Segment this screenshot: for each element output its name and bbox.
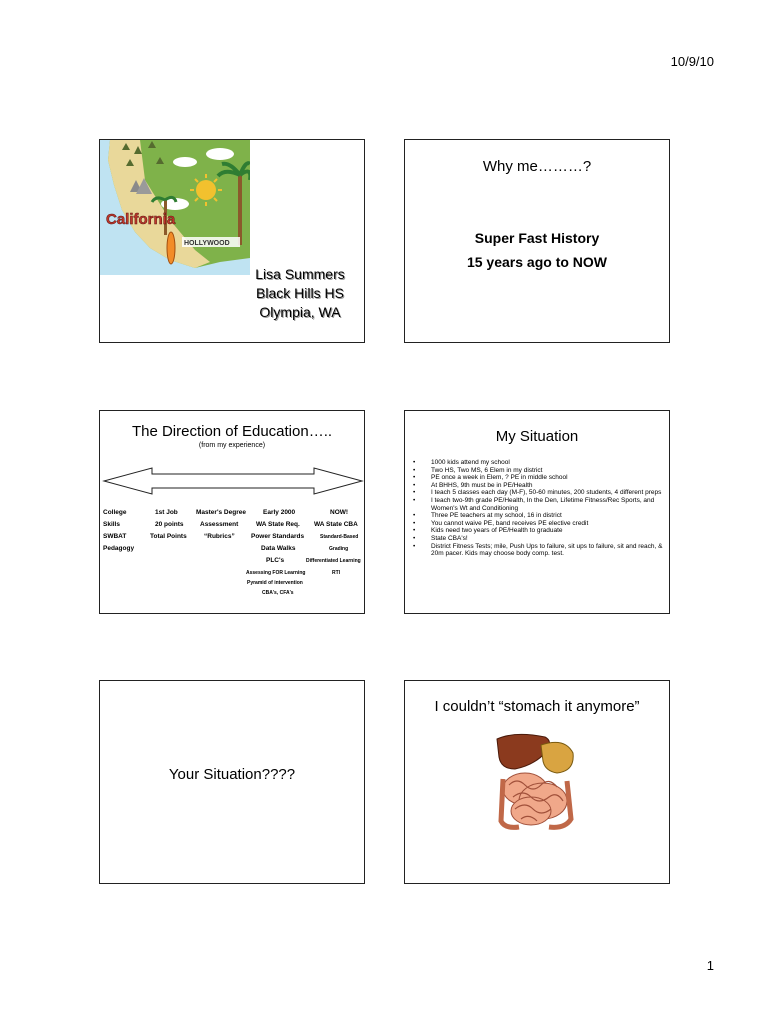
cell: Power Standards — [251, 533, 305, 540]
list-item: • Kids need two years of PE/Health to graduate — [413, 527, 563, 535]
cell: PLC's — [266, 557, 285, 564]
list-item: • PE once a week in Elem, ? PE in middle school — [413, 474, 568, 482]
presenter-name: Lisa Summers — [255, 266, 345, 282]
cell: College — [103, 509, 127, 516]
page-number: 1 — [706, 958, 714, 973]
slide-title: Your Situation???? — [168, 766, 296, 783]
presenter-info — [240, 265, 360, 322]
map-sign-label: HOLLYWOOD — [184, 240, 230, 247]
slide-3 — [99, 410, 365, 614]
cell: WA State Req. — [256, 521, 300, 528]
cell: Grading — [329, 546, 349, 552]
map-state-label: California — [106, 211, 176, 228]
cell: 20 points — [155, 521, 184, 528]
slide-1 — [99, 139, 365, 343]
list-item: • 1000 kids attend my school — [413, 459, 510, 466]
slide-body — [405, 226, 669, 274]
cell: 1st Job — [155, 509, 178, 516]
cell: Differentiated Learning — [306, 558, 361, 564]
cell: Master's Degree — [196, 509, 246, 516]
list-item: • Three PE teachers at my school, 16 in district — [413, 512, 562, 520]
slide-title: Why me………? — [482, 158, 592, 175]
cell: RTI — [332, 570, 341, 576]
slide-title: The Direction of Education….. — [131, 423, 333, 440]
cell: Early 2000 — [263, 509, 296, 516]
list-item: • You cannot waive PE, band receives PE elective credit — [413, 519, 589, 527]
digestive-system-illustration — [495, 731, 581, 831]
cell: SWBAT — [103, 533, 127, 540]
cell: Skills — [103, 521, 120, 528]
cell: Assessing FOR Learning — [246, 570, 306, 576]
california-map-illustration — [100, 140, 250, 275]
list-item: • At BHHS, 9th must be in PE/Health — [413, 481, 533, 489]
double-arrow-icon — [102, 466, 364, 496]
slide-2 — [404, 139, 670, 343]
list-item: • Two HS, Two MS, 6 Elem in my district — [413, 466, 543, 474]
cell: NOW! — [330, 509, 349, 516]
cell: “Rubrics” — [204, 533, 235, 540]
cell: Standard-Based — [320, 534, 359, 540]
cell: Total Points — [150, 533, 187, 540]
presenter-school: Black Hills HS — [256, 285, 344, 301]
body-line: Super Fast History — [474, 230, 600, 246]
slide-5 — [99, 680, 365, 884]
slide-6 — [404, 680, 670, 884]
body-line: 15 years ago to NOW — [466, 254, 608, 270]
slide-title: My Situation — [495, 428, 579, 445]
list-item: • I teach two-9th grade PE/Health, In the Den, Lifetime Fitness/Rec Sports, and Women's Wt and Conditioning — [413, 496, 655, 512]
slide-4 — [404, 410, 670, 614]
bullet-list — [409, 459, 665, 558]
cell: Pyramid of intervention — [247, 580, 303, 586]
list-item: • I teach 5 classes each day (M-F), 50-60 minutes, 200 students, 4 different preps — [413, 489, 662, 497]
cell: WA State CBA — [314, 521, 358, 528]
handout-date: 10/9/10 — [670, 54, 714, 69]
cell: CBA's, CFA's — [262, 590, 294, 596]
slide-title: I couldn’t “stomach it anymore” — [434, 698, 640, 715]
cell: Pedagogy — [103, 545, 135, 552]
cell: Data Walks — [261, 545, 296, 552]
presenter-location: Olympia, WA — [259, 304, 341, 320]
cell: Assessment — [200, 521, 239, 528]
list-item: • District Fitness Tests; mile, Push Ups to failure, sit ups to failure, sit and reach, & 20m pacer. Kids may choose body comp. test. — [413, 542, 663, 558]
list-item: • State CBA's! — [413, 534, 468, 542]
slide-subtitle: (from my experience) — [198, 442, 266, 449]
